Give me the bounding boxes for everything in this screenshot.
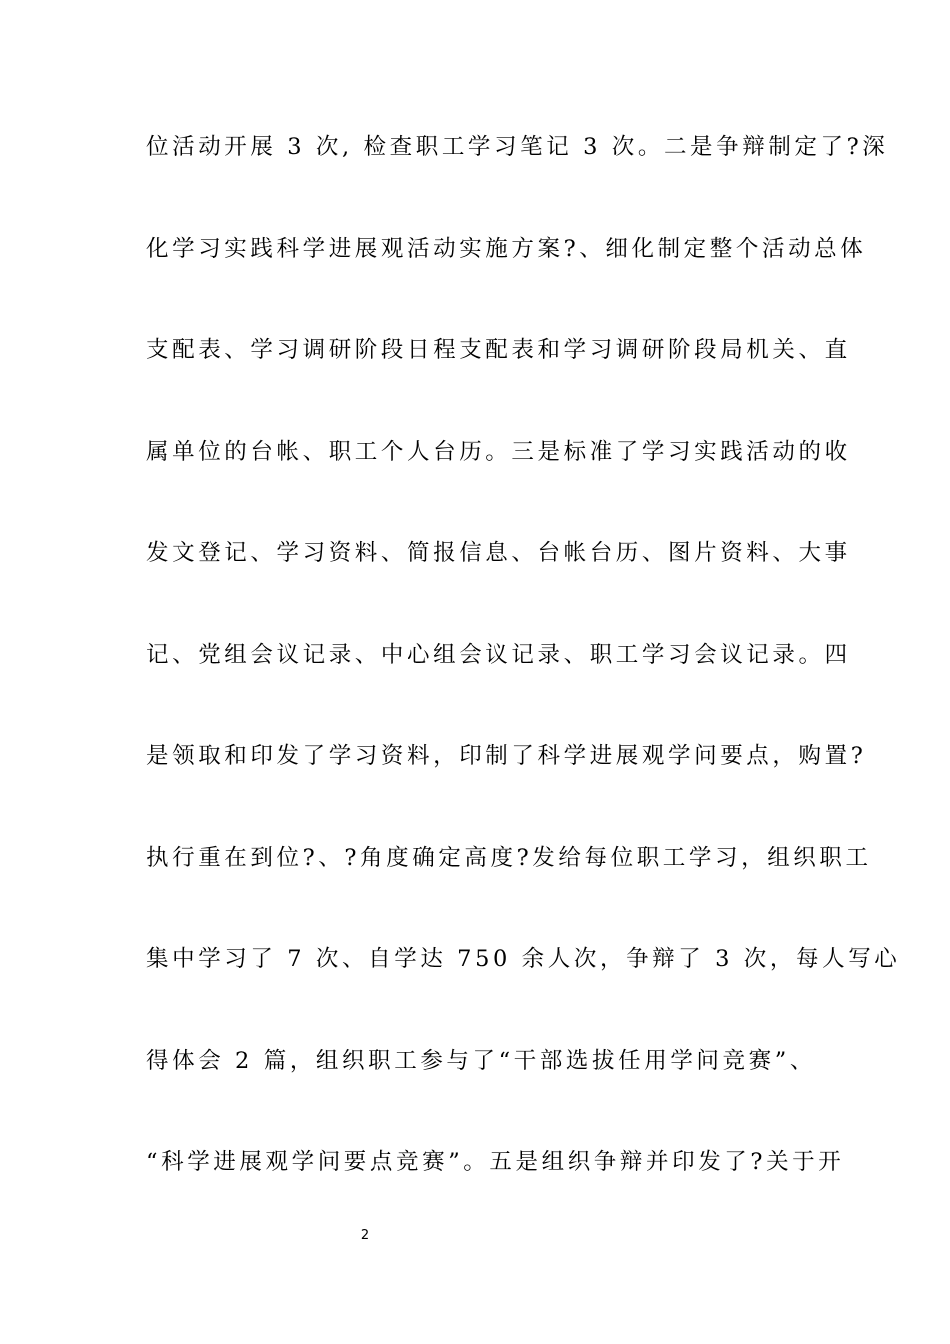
- text-line: “科学进展观学问要点竞赛”。五是组织争辩并印发了?关于开: [146, 1149, 845, 1175]
- text-line: 化学习实践科学进展观活动实施方案?、细化制定整个活动总体: [146, 235, 867, 262]
- body-text: [146, 130, 901, 1247]
- text-line: 是领取和印发了学习资料，印制了科学进展观学问要点，购置?: [146, 743, 867, 769]
- text-line: 集中学习了 7 次、自学达 750 余人次，争辩了 3 次，每人写心: [146, 946, 901, 972]
- text-line: 得体会 2 篇，组织职工参与了“干部选拔任用学问竞赛”、: [146, 1047, 816, 1074]
- text-line: 属单位的台帐、职工个人台历。三是标准了学习实践活动的收: [146, 438, 851, 465]
- page-number: 2: [360, 1228, 370, 1243]
- text-line: 执行重在到位?、?角度确定高度?发给每位职工学习，组织职工: [146, 844, 872, 871]
- text-line: 位活动开展 3 次, 检查职工学习笔记 3 次。二是争辩制定了?深: [146, 134, 889, 160]
- text-line: 记、党组会议记录、中心组会议记录、职工学习会议记录。四: [146, 641, 851, 668]
- text-line: 发文登记、学习资料、简报信息、台帐台历、图片资料、大事: [146, 540, 851, 566]
- text-line: 支配表、学习调研阶段日程支配表和学习调研阶段局机关、直: [146, 337, 851, 363]
